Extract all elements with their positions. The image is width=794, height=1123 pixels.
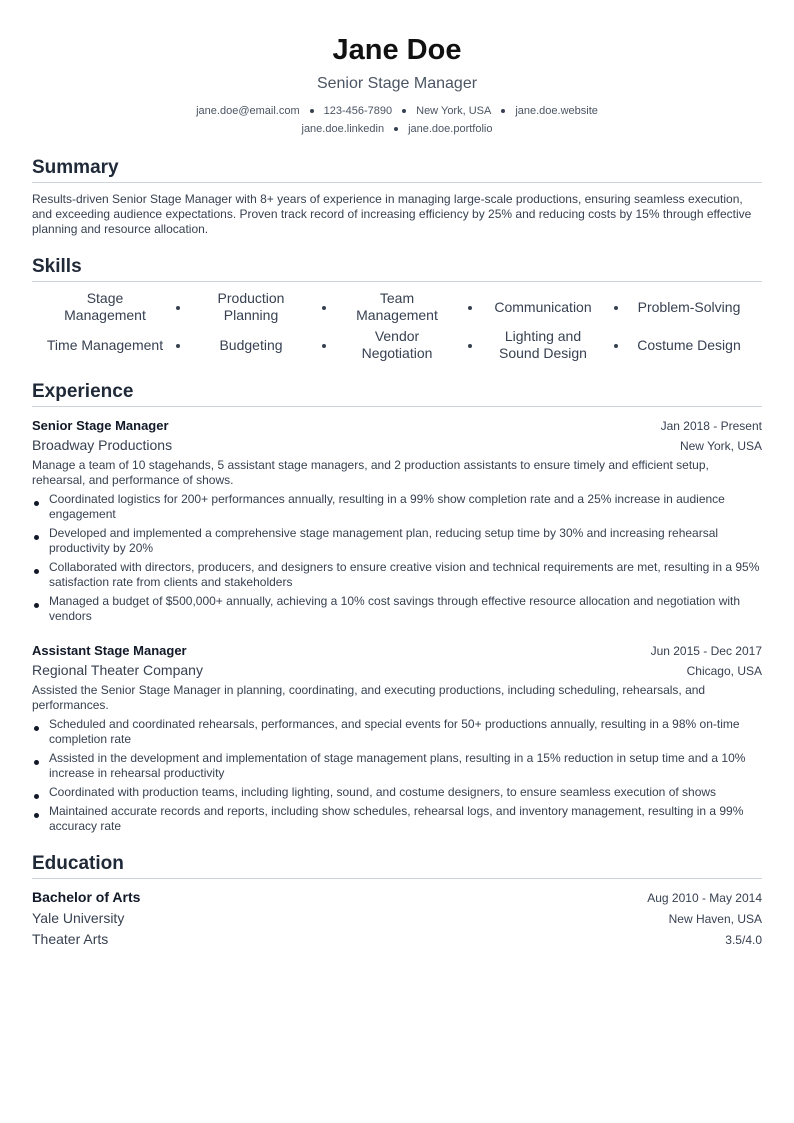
skill-label: Costume Design (637, 336, 741, 353)
contact-location: New York, USA (416, 105, 492, 117)
achievement-item: Scheduled and coordinated rehearsals, performances, and special events for 50+ productions annually, resulting in a 98% on-time completion rate (32, 717, 762, 747)
skill-item (470, 290, 616, 324)
experience-heading: Experience (32, 380, 762, 407)
summary-heading: Summary (32, 156, 762, 183)
achievement-item: Managed a budget of $500,000+ annually, achieving a 10% cost savings through effective resource allocation and negotiation with vendors (32, 594, 762, 624)
skill-label: Budgeting (219, 336, 283, 353)
candidate-name: Jane Doe (332, 34, 462, 66)
job-description: Manage a team of 10 stagehands, 5 assistant stage managers, and 2 production assistants to ensure timely and efficient setup, rehearsal, and performance of shows. (32, 458, 709, 487)
education-section (32, 852, 762, 950)
separator-dot (402, 109, 406, 113)
school-location: New Haven, USA (668, 912, 762, 926)
degree-row (32, 887, 762, 908)
skill-item (178, 328, 324, 362)
school-row (32, 908, 762, 929)
contact-line-1 (32, 102, 762, 120)
skills-grid (32, 290, 762, 362)
contact-line-2 (32, 120, 762, 138)
education-dates: Aug 2010 - May 2014 (647, 891, 762, 905)
contact-phone[interactable]: 123-456-7890 (323, 105, 393, 117)
contact-website[interactable]: jane.doe.website (515, 105, 598, 117)
achievement-item: Maintained accurate records and reports, including show schedules, rehearsal logs, and inventory management, resulting in a 99% accuracy rate (32, 804, 762, 834)
skills-heading: Skills (32, 255, 762, 282)
achievement-item: Coordinated logistics for 200+ performances annually, resulting in a 99% show completion rate and a 25% increase in audience engagement (32, 492, 762, 522)
experience-entry (32, 642, 762, 834)
degree-title: Bachelor of Arts (32, 889, 141, 905)
contact-portfolio[interactable]: jane.doe.portfolio (408, 123, 493, 135)
achievement-item: Assisted in the development and implementation of stage management plans, resulting in a 15% reduction in setup time and a 10% increase in rehearsal productivity (32, 751, 762, 781)
skill-item (32, 328, 178, 362)
skill-item (470, 328, 616, 362)
education-entry (32, 887, 762, 950)
achievement-item: Collaborated with directors, producers, and designers to ensure creative vision and technical requirements are met, resulting in a 95% satisfaction rate from clients and stakeholders (32, 560, 762, 590)
skill-label: Time Management (46, 336, 164, 353)
skill-label: Production Planning (217, 290, 285, 323)
job-location: Chicago, USA (686, 664, 762, 678)
gpa: 3.5/4.0 (725, 933, 762, 947)
candidate-title: Senior Stage Manager (316, 75, 478, 92)
school-name: Yale University (32, 910, 125, 926)
education-heading: Education (32, 852, 762, 879)
job-title: Senior Stage Manager (32, 418, 169, 433)
job-title-row (32, 417, 762, 435)
skill-item (616, 328, 762, 362)
separator-dot (310, 109, 314, 113)
skill-label: Stage Management (64, 290, 146, 323)
achievement-item: Coordinated with production teams, including lighting, sound, and costume designers, to ensure seamless execution of shows (32, 785, 762, 800)
achievement-item: Developed and implemented a comprehensive stage management plan, reducing setup time by 30% and increasing rehearsal productivity by 20% (32, 526, 762, 556)
experience-section (32, 380, 762, 834)
contact-info (32, 102, 762, 138)
skill-label: Vendor Negotiation (361, 328, 433, 361)
skill-label: Communication (494, 298, 592, 315)
job-company: Broadway Productions (32, 437, 173, 453)
skill-label: Lighting and Sound Design (499, 328, 587, 361)
skill-label: Problem-Solving (637, 298, 741, 315)
job-title: Assistant Stage Manager (32, 643, 187, 658)
experience-entry (32, 417, 762, 624)
job-dates: Jan 2018 - Present (660, 419, 762, 433)
separator-dot (394, 127, 398, 131)
separator-dot (501, 109, 505, 113)
contact-email[interactable]: jane.doe@email.com (196, 105, 300, 117)
skill-item (616, 290, 762, 324)
job-company-row (32, 435, 762, 457)
contact-linkedin[interactable]: jane.doe.linkedin (301, 123, 385, 135)
skill-item (32, 290, 178, 324)
skills-section (32, 255, 762, 362)
job-location: New York, USA (679, 439, 762, 453)
field-of-study: Theater Arts (32, 931, 109, 947)
skill-label: Team Management (356, 290, 438, 323)
job-company: Regional Theater Company (32, 662, 203, 678)
job-title-row (32, 642, 762, 660)
job-achievements (32, 492, 762, 624)
skill-item (324, 328, 470, 362)
skill-item (324, 290, 470, 324)
skill-item (178, 290, 324, 324)
resume-header (32, 0, 762, 138)
job-dates: Jun 2015 - Dec 2017 (650, 644, 762, 658)
summary-text: Results-driven Senior Stage Manager with 8+ years of experience in managing large-scale productions, ensuring seamless execution, and exceeding audience expectations. Proven track record of increasing efficiency by 25% and reducing costs by 15% through effective planning and resource allocation. (32, 192, 752, 236)
job-description: Assisted the Senior Stage Manager in planning, coordinating, and executing productions, including scheduling, rehearsals, and performances. (32, 683, 706, 712)
summary-section (32, 156, 762, 237)
job-company-row (32, 660, 762, 682)
job-achievements (32, 717, 762, 834)
field-row (32, 929, 762, 950)
